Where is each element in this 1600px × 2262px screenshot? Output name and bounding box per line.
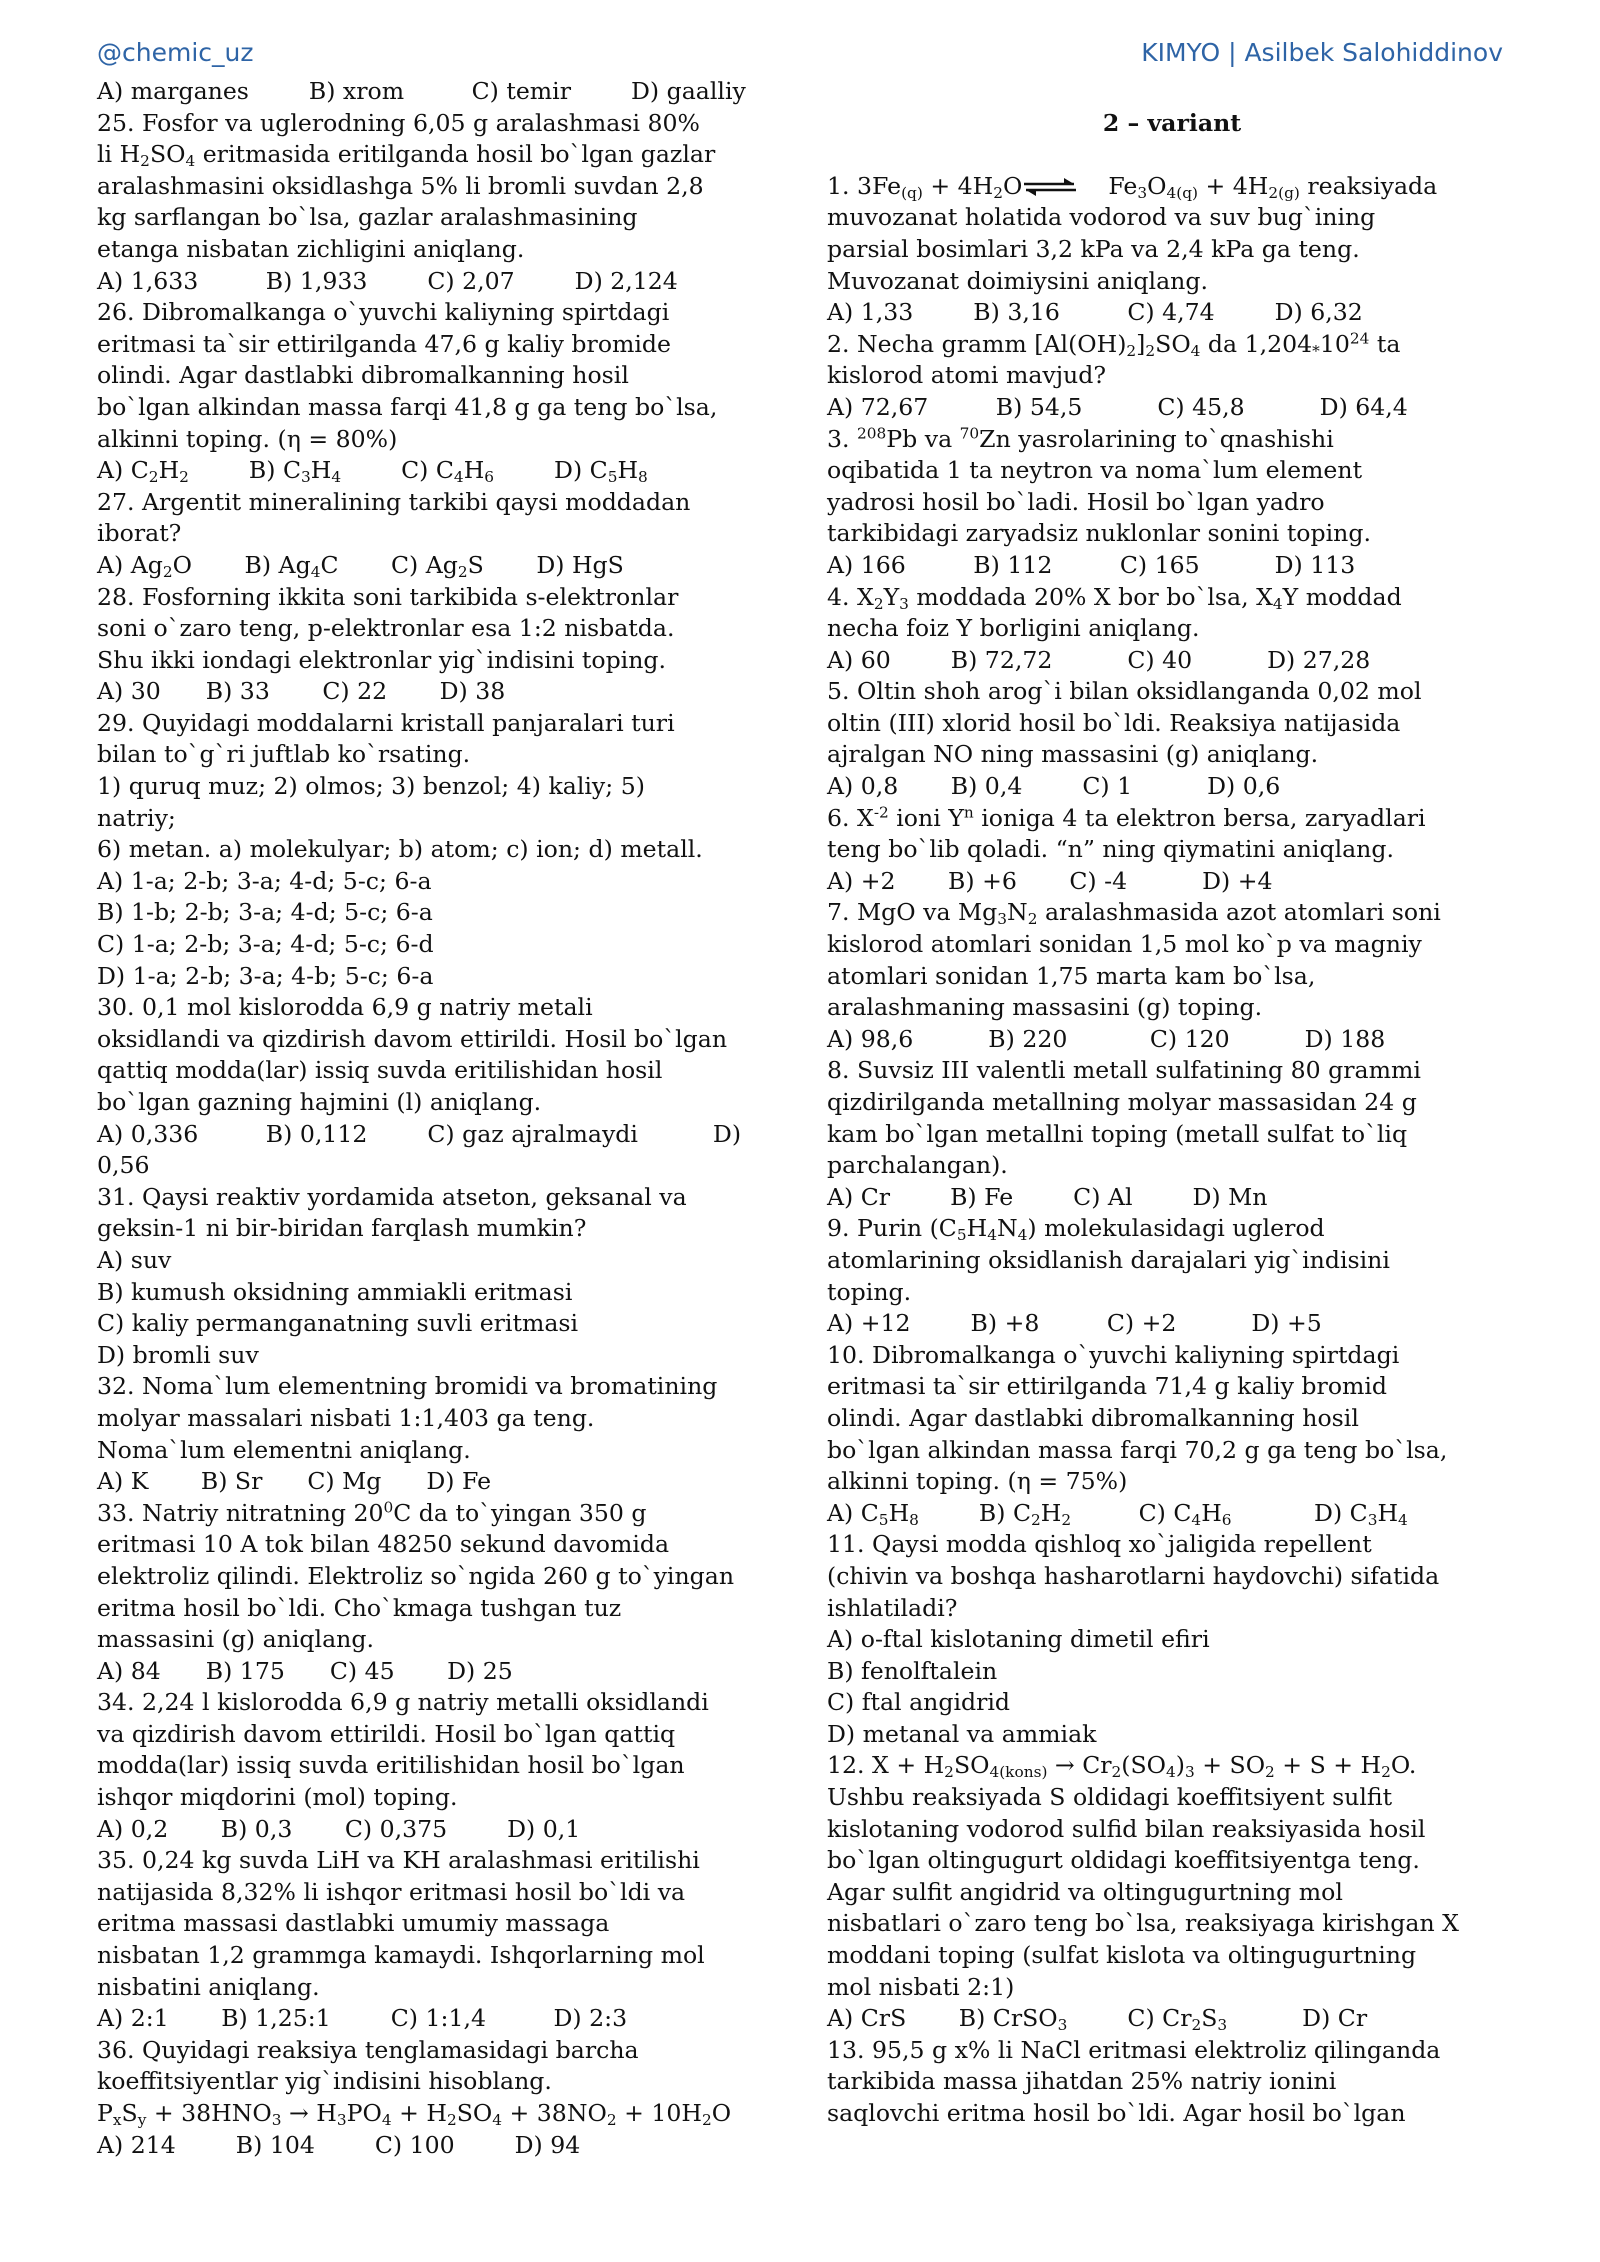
text-line: 30. 0,1 mol kislorodda 6,9 g natriy metali: [97, 993, 593, 1022]
left-column: [97, 76, 797, 2161]
text-line: tarkibida massa jihatdan 25% natriy ionini: [827, 2067, 1337, 2096]
text-line: A) o-ftal kislotaning dimetil efiri: [827, 1625, 1210, 1654]
text-line: 13. 95,5 g x% li NaCl eritmasi elektroliz qilinganda: [827, 2035, 1441, 2064]
text-line: 6) metan. a) molekulyar; b) atom; c) ion; d) metall.: [97, 835, 703, 864]
text-line: A) K B) Sr C) Mg D) Fe: [97, 1467, 492, 1496]
text-line: 9. Purin $(C_5H_4N_4)$ molekulasidagi uglerod: [827, 1214, 1325, 1245]
equilibrium-arrow-icon: [1022, 177, 1078, 197]
text-line: 25. Fosfor va uglerodning 6,05 g aralashmasi 80%: [97, 108, 700, 137]
text-line: parsial bosimlari 3,2 kPa va 2,4 kPa ga teng.: [827, 234, 1360, 263]
text-line: toping.: [827, 1277, 912, 1306]
text-line: A) 0,336 B) 0,112 C) gaz ajralmaydi D): [97, 1119, 742, 1148]
text-line: 11. Qaysi modda qishloq xo`jaligida repellent: [827, 1530, 1372, 1559]
text-line: A) $C_5H_8$ B) $C_2H_2$ C) $C_4H_6$ D) $C_3H_4$: [827, 1498, 1408, 1529]
text-line: 7. MgO va $Mg_3N_2$ aralashmasida azot atomlari soni: [827, 898, 1441, 929]
text-line: natriy;: [97, 803, 176, 832]
text-line: atomlari sonidan 1,75 marta kam bo`lsa,: [827, 961, 1316, 990]
equation-right: $Fe_3O_{4(q)} + 4H_{2(g)}$ reaksiyada: [1078, 171, 1438, 202]
text-line: parchalangan).: [827, 1151, 1008, 1180]
text-line: geksin-1 ni bir-biridan farqlash mumkin?: [97, 1214, 587, 1243]
channel-handle: @chemic_uz: [97, 38, 254, 67]
text-line: teng bo`lib qoladi. “n” ning qiymatini aniqlang.: [827, 835, 1394, 864]
text-line: atomlarining oksidlanish darajalari yig`indisini: [827, 1245, 1390, 1274]
text-line: moddani toping (sulfat kislota va oltingugurtning: [827, 1941, 1417, 1970]
text-line: Ushbu reaksiyada S oldidagi koeffitsiyent sulfit: [827, 1783, 1393, 1812]
text-line: 10. Dibromalkanga o`yuvchi kaliyning spirtdagi: [827, 1340, 1400, 1369]
text-line: A) marganes B) xrom C) temir D) gaalliy: [97, 77, 746, 105]
text-line: A) +12 B) +8 C) +2 D) +5: [827, 1309, 1322, 1338]
text-line: B) kumush oksidning ammiakli eritmasi: [97, 1277, 573, 1306]
text-line: 0,56: [97, 1151, 150, 1180]
text-line: 5. Oltin shoh arog`i bilan oksidlanganda 0,02 mol: [827, 677, 1422, 706]
text-line: kislorod atomi mavjud?: [827, 361, 1106, 390]
text-line: nisbatlari o`zaro teng bo`lsa, reaksiyaga kirishgan X: [827, 1909, 1459, 1938]
page-header: [97, 38, 1503, 78]
text-line: $P_xS_y + 38HNO_3 \to H_3PO_4 + H_2SO_4 + 38NO_2 + 10H_2O$: [97, 2099, 732, 2129]
text-line: alkinni toping. (η = 80%): [97, 424, 398, 453]
text-line: A) $C_2H_2$ B) $C_3H_4$ C) $C_4H_6$ D) $C_5H_8$: [97, 456, 648, 486]
text-line: A) 60 B) 72,72 C) 40 D) 27,28: [827, 645, 1371, 674]
text-line: olindi. Agar dastlabki dibromalkanning hosil: [97, 361, 629, 390]
text-line: 8. Suvsiz III valentli metall sulfatining 80 grammi: [827, 1056, 1421, 1085]
question-line: [827, 171, 1517, 203]
text-line: C) 1-a; 2-b; 3-a; 4-d; 5-c; 6-d: [97, 930, 434, 959]
text-line: 27. Argentit mineralining tarkibi qaysi moddadan: [97, 487, 691, 516]
text-line: qattiq modda(lar) issiq suvda eritilishidan hosil: [97, 1056, 663, 1085]
text-line: A) 1,633 B) 1,933 C) 2,07 D) 2,124: [97, 266, 678, 295]
text-line: ajralgan NO ning massasini (g) aniqlang.: [827, 740, 1319, 769]
text-line: ishlatiladi?: [827, 1593, 958, 1622]
text-line: A) CrS B) CrSO$_3$ C) $Cr_2S_3$ D) Cr: [827, 2004, 1368, 2035]
right-questions: [827, 202, 1517, 2129]
text-line: 34. 2,24 l kislorodda 6,9 g natriy metalli oksidlandi: [97, 1688, 709, 1717]
text-line: D) bromli suv: [97, 1340, 259, 1369]
text-line: D) metanal va ammiak: [827, 1719, 1097, 1748]
variant-title: 2 – variant: [1102, 108, 1242, 137]
text-line: yadrosi hosil bo`ladi. Hosil bo`lgan yadro: [827, 487, 1325, 516]
text-line: A) 98,6 B) 220 C) 120 D) 188: [827, 1024, 1386, 1053]
right-column: [827, 76, 1517, 2130]
equation-left: 1. $3Fe_{(q)} + 4H_2O$: [827, 171, 1023, 202]
text-line: A) 1,33 B) 3,16 C) 4,74 D) 6,32: [827, 298, 1363, 327]
text-line: soni o`zaro teng, p-elektronlar esa 1:2 nisbatda.: [97, 614, 675, 643]
text-line: oltin (III) xlorid hosil bo`ldi. Reaksiya natijasida: [827, 708, 1401, 737]
text-line: eritmasi ta`sir ettirilganda 71,4 g kaliy bromid: [827, 1372, 1388, 1401]
text-line: 29. Quyidagi moddalarni kristall panjaralari turi: [97, 708, 675, 737]
text-line: A) 72,67 B) 54,5 C) 45,8 D) 64,4: [827, 392, 1408, 421]
text-line: ishqor miqdorini (mol) toping.: [97, 1783, 458, 1812]
text-line: massasini (g) aniqlang.: [97, 1625, 374, 1654]
text-line: A) 1-a; 2-b; 3-a; 4-d; 5-c; 6-a: [97, 866, 432, 895]
text-line: kislorod atomlari sonidan 1,5 mol ko`p va magniy: [827, 930, 1422, 959]
text-line: 3. $^{208}$Pb va $^{70}$Zn yasrolarining to`qnashishi: [827, 424, 1334, 453]
text-line: eritmasi ta`sir ettirilganda 47,6 g kaliy bromide: [97, 329, 672, 358]
text-line: aralashmasini oksidlashga 5% li bromli suvdan 2,8: [97, 171, 704, 200]
text-line: tarkibidagi zaryadsiz nuklonlar sonini toping.: [827, 519, 1371, 548]
text-line: 12. $X + H_2SO_{4(kons)} \to Cr_2(SO_4)_3 + SO_2 + S + H_2O$.: [827, 1751, 1417, 1782]
text-line: 31. Qaysi reaktiv yordamida atseton, geksanal va: [97, 1182, 687, 1211]
text-line: modda(lar) issiq suvda eritilishidan hosil bo`lgan: [97, 1751, 685, 1780]
text-line: iborat?: [97, 519, 182, 548]
text-line: li $H_2SO_4$ eritmasida eritilganda hosil bo`lgan gazlar: [97, 140, 716, 171]
text-line: eritmasi 10 A tok bilan 48250 sekund davomida: [97, 1530, 670, 1559]
text-line: 26. Dibromalkanga o`yuvchi kaliyning spirtdagi: [97, 298, 670, 327]
text-line: A) 30 B) 33 C) 22 D) 38: [97, 677, 506, 706]
text-line: bilan to`g`ri juftlab ko`rsating.: [97, 740, 471, 769]
text-line: 35. 0,24 kg suvda LiH va KH aralashmasi eritilishi: [97, 1846, 700, 1875]
text-line: aralashmaning massasini (g) toping.: [827, 993, 1263, 1022]
spacer: [827, 139, 1517, 171]
text-line: alkinni toping. (η = 75%): [827, 1467, 1128, 1496]
text-line: natijasida 8,32% li ishqor eritmasi hosil bo`ldi va: [97, 1877, 686, 1906]
text-line: Noma`lum elementni aniqlang.: [97, 1435, 471, 1464]
text-line: C) ftal angidrid: [827, 1688, 1011, 1717]
text-line: D) 1-a; 2-b; 3-a; 4-b; 5-c; 6-a: [97, 961, 434, 990]
text-line: muvozanat holatida vodorod va suv bug`ining: [827, 203, 1376, 232]
text-line: A) 166 B) 112 C) 165 D) 113: [827, 550, 1356, 579]
text-line: A) Cr B) Fe C) Al D) Mn: [827, 1182, 1268, 1211]
text-line: necha foiz Y borligini aniqlang.: [827, 614, 1200, 643]
text-line: 6. $X^{-2}$ ioni $Y^n$ ioniga 4 ta elektron bersa, zaryadlari: [827, 803, 1426, 832]
text-line: etanga nisbatan zichligini aniqlang.: [97, 234, 525, 263]
text-line: 28. Fosforning ikkita soni tarkibida s-elektronlar: [97, 582, 679, 611]
text-line: A) $Ag_2O$ B) $Ag_4C$ C) $Ag_2S$ D) HgS: [97, 550, 624, 581]
text-line: A) 2:1 B) 1,25:1 C) 1:1,4 D) 2:3: [97, 2004, 628, 2033]
text-line: A) 0,8 B) 0,4 C) 1 D) 0,6: [827, 772, 1281, 801]
text-line: B) fenolftalein: [827, 1656, 998, 1685]
text-line: bo`lgan gazning hajmini (l) aniqlang.: [97, 1088, 542, 1116]
text-line: B) 1-b; 2-b; 3-a; 4-d; 5-c; 6-a: [97, 898, 433, 927]
text-line: 36. Quyidagi reaksiya tenglamasidagi barcha: [97, 2035, 639, 2064]
text-line: A) 214 B) 104 C) 100 D) 94: [97, 2130, 581, 2159]
text-line: mol nisbati 2:1): [827, 1972, 1015, 2001]
text-line: bo`lgan oltingugurt oldidagi koeffitsiyentga teng.: [827, 1846, 1420, 1875]
text-line: C) kaliy permanganatning suvli eritmasi: [97, 1309, 579, 1338]
text-line: A) 0,2 B) 0,3 C) 0,375 D) 0,1: [97, 1814, 581, 1843]
text-line: (chivin va boshqa hasharotlarni haydovchi) sifatida: [827, 1561, 1440, 1590]
text-line: A) +2 B) +6 C) -4 D) +4: [827, 866, 1273, 895]
text-line: A) 84 B) 175 C) 45 D) 25: [97, 1656, 513, 1685]
text-line: eritma massasi dastlabki umumiy massaga: [97, 1909, 610, 1938]
text-line: 32. Noma`lum elementning bromidi va bromatining: [97, 1372, 718, 1401]
text-line: koeffitsiyentlar yig`indisini hisoblang.: [97, 2067, 552, 2096]
text-line: va qizdirish davom ettirildi. Hosil bo`lgan qattiq: [97, 1719, 676, 1748]
text-line: olindi. Agar dastlabki dibromalkanning hosil: [827, 1403, 1359, 1432]
text-line: Shu ikki iondagi elektronlar yig`indisini toping.: [97, 645, 667, 674]
subject-author: KIMYO | Asilbek Salohiddinov: [1141, 38, 1503, 67]
text-line: nisbatan 1,2 grammga kamaydi. Ishqorlarning mol: [97, 1941, 705, 1970]
text-line: molyar massalari nisbati 1:1,403 ga teng.: [97, 1403, 595, 1432]
text-line: 2. Necha gramm $[Al(OH)_2]_2SO_4$ da $1,204_*10^{24}$ ta: [827, 329, 1401, 360]
text-line: saqlovchi eritma hosil bo`ldi. Agar hosil bo`lgan: [827, 2099, 1406, 2127]
text-line: 33. Natriy nitratning $20^0C$ da to`yingan 350 g: [97, 1498, 647, 1527]
text-line: elektroliz qilindi. Elektroliz so`ngida 260 g to`yingan: [97, 1561, 735, 1590]
text-line: 1) quruq muz; 2) olmos; 3) benzol; 4) kaliy; 5): [97, 772, 645, 801]
text-line: kislotaning vodorod sulfid bilan reaksiyasida hosil: [827, 1814, 1426, 1843]
text-line: A) suv: [97, 1245, 172, 1274]
text-line: qizdirilganda metallning molyar massasidan 24 g: [827, 1088, 1417, 1116]
text-line: 4. $X_2Y_3$ moddada 20% X bor bo`lsa, $X_4Y$ moddad: [827, 582, 1402, 613]
text-line: nisbatini aniqlang.: [97, 1972, 320, 2001]
text-line: oksidlandi va qizdirish davom ettirildi. Hosil bo`lgan: [97, 1024, 728, 1053]
text-line: eritma hosil bo`ldi. Cho`kmaga tushgan tuz: [97, 1593, 622, 1622]
text-line: kg sarflangan bo`lsa, gazlar aralashmasining: [97, 203, 638, 232]
text-line: kam bo`lgan metallni toping (metall sulfat to`liq: [827, 1119, 1408, 1148]
text-line: Muvozanat doimiysini aniqlang.: [827, 266, 1208, 295]
text-line: oqibatida 1 ta neytron va noma`lum element: [827, 456, 1363, 485]
text-line: bo`lgan alkindan massa farqi 70,2 g ga teng bo`lsa,: [827, 1435, 1448, 1464]
text-line: bo`lgan alkindan massa farqi 41,8 g ga teng bo`lsa,: [97, 392, 718, 421]
text-line: Agar sulfit angidrid va oltingugurtning mol: [827, 1877, 1343, 1906]
